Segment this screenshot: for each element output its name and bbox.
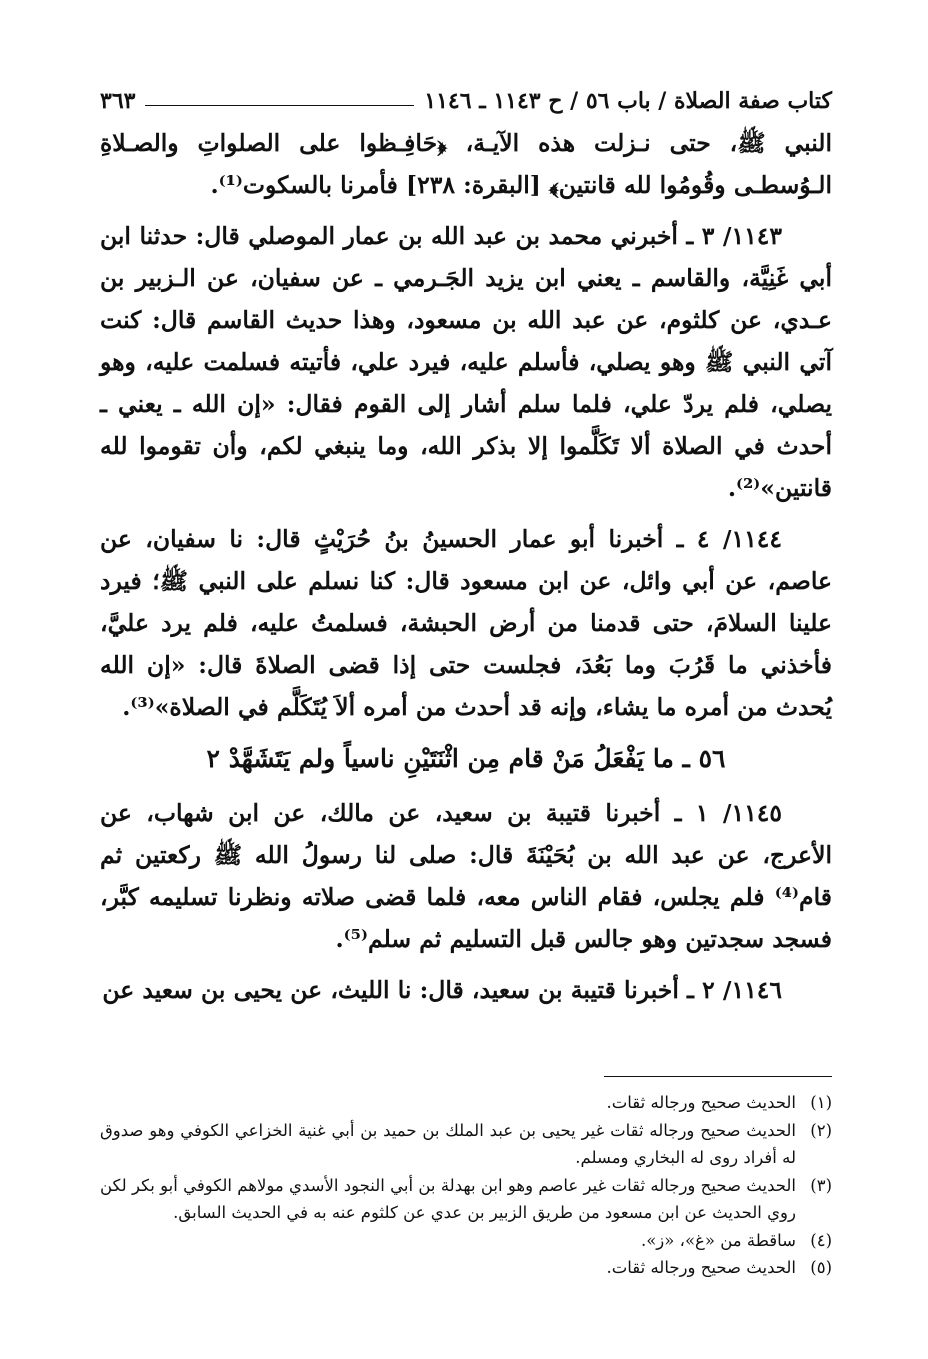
header-rule — [145, 105, 414, 106]
hadith-1144: ١١٤٤/ ٤ ـ أخبرنا أبو عمار الحسينُ بنُ حُرَيْثٍ قال: نا سفيان، عن عاصم، عن أبي وائل، عن ابن مسعود قال: كنا نسلم على النبي ﷺ؛ فيرد علينا السلامَ، حتى قدمنا من أرض الحبشة، فسلمتُ عليه، فلم يرد عليَّ، فأخذني ما قَرُبَ وما بَعُدَ، فجلست حتى إذا قضى الصلاةَ قال: «إن الله يُحدث من أمره ما يشاء، وإنه قد أحدث من أمره ألاَ يُتَكَلَّم في الصلاة»⁽³⁾. — [100, 525, 832, 721]
paragraph-gap — [100, 509, 832, 518]
hadith-1145: ١١٤٥/ ١ ـ أخبرنا قتيبة بن سعيد، عن مالك، عن ابن شهاب، عن الأعرج، عن عبد الله بن بُحَيْنَةَ قال: صلى لنا رسولُ الله ﷺ ركعتين ثم قام⁽⁴⁾ فلم يجلس، فقام الناس معه، فلما قضى صلاته ونظرنا تسليمه كبَّر، فسجد سجدتين وهو جالس قبل التسليم ثم سلم⁽⁵⁾. — [100, 799, 832, 953]
running-header — [100, 84, 832, 118]
footnote-text: الحديث صحيح ورجاله ثقات غير يحيى بن عبد الملك بن حميد بن أبي غنية الخزاعي الكوفي وهو صدوق له أفراد روى له البخاري ومسلم. — [100, 1120, 796, 1167]
footnote-item — [100, 1089, 832, 1117]
footnote-item — [100, 1172, 832, 1227]
footnote-number: (١) — [810, 1093, 832, 1112]
footnote-number: (٤) — [810, 1230, 832, 1250]
footnote-item — [100, 1227, 832, 1255]
chapter-heading: ٥٦ ـ ما يَفْعَلُ مَنْ قام مِن اثْنَتَيْنِ ناسياً ولم يَتَشَهَّدْ ٢ — [206, 744, 726, 773]
footnotes — [100, 1089, 832, 1282]
footnote-number: (٣) — [810, 1175, 832, 1195]
hadith-1143: ١١٤٣/ ٣ ـ أخبرني محمد بن عبد الله بن عمار الموصلي قال: حدثنا ابن أبي غَنِيَّة، والقاسم ـ يعني ابن يزيد الجَـرمي ـ عن سفيان، عن الـزبير بن عـدي، عن كلثوم، عن عبد الله بن مسعود، وهذا حديث القاسم قال: كنت آتي النبي ﷺ وهو يصلي، فأسلم عليه، فيرد علي، فأتيته فسلمت عليه، وهو يصلي، فلم يردّ علي، فلما سلم أشار إلى القوم فقال: «إن الله ـ يعني ـ أحدث في الصلاة ألا تَكَلَّموا إلا بذكر الله، وما ينبغي لكم، وأن تقوموا لله قانتين»⁽²⁾. — [100, 222, 832, 502]
hadith-1146: ١١٤٦/ ٢ ـ أخبرنا قتيبة بن سعيد، قال: نا الليث، عن يحيى بن سعيد عن — [102, 976, 782, 1004]
footnote-text: الحديث صحيح ورجاله ثقات غير عاصم وهو ابن بهدلة بن أبي النجود الأسدي مولاهم الكوفي أبو بكر لكن روي الحديث عن ابن مسعود من طريق الزبير بن عدي عن كلثوم عنه به في الحديث السابق. — [100, 1175, 796, 1222]
footnote-item — [100, 1117, 832, 1172]
footnote-number: (٢) — [810, 1120, 832, 1140]
page-number: ٣٦٣ — [100, 88, 136, 114]
paragraph-continuation: النبي ﷺ، حتى نـزلت هذه الآيـة، ﴿حَافِـظوا على الصلواتِ والصـلاةِ الـوُسطـى وقُومُوا لله قانتين﴾ [البقرة: ٢٣٨] فأمرنا بالسكوت⁽¹⁾. — [100, 129, 832, 199]
footnote-number: (٥) — [810, 1258, 832, 1277]
header-title: كتاب صفة الصلاة / باب ٥٦ / ح ١١٤٣ ـ ١١٤٦ — [424, 88, 832, 114]
footnote-text: الحديث صحيح ورجاله ثقات. — [606, 1258, 796, 1277]
paragraph-gap — [100, 960, 832, 969]
main-text — [100, 122, 832, 1011]
footnote-text: الحديث صحيح ورجاله ثقات. — [606, 1093, 796, 1112]
paragraph-gap — [100, 206, 832, 215]
footnote-item — [100, 1254, 832, 1282]
footnote-text: ساقطة من «غ»، «ز». — [640, 1230, 796, 1250]
footnote-separator — [604, 1076, 832, 1077]
